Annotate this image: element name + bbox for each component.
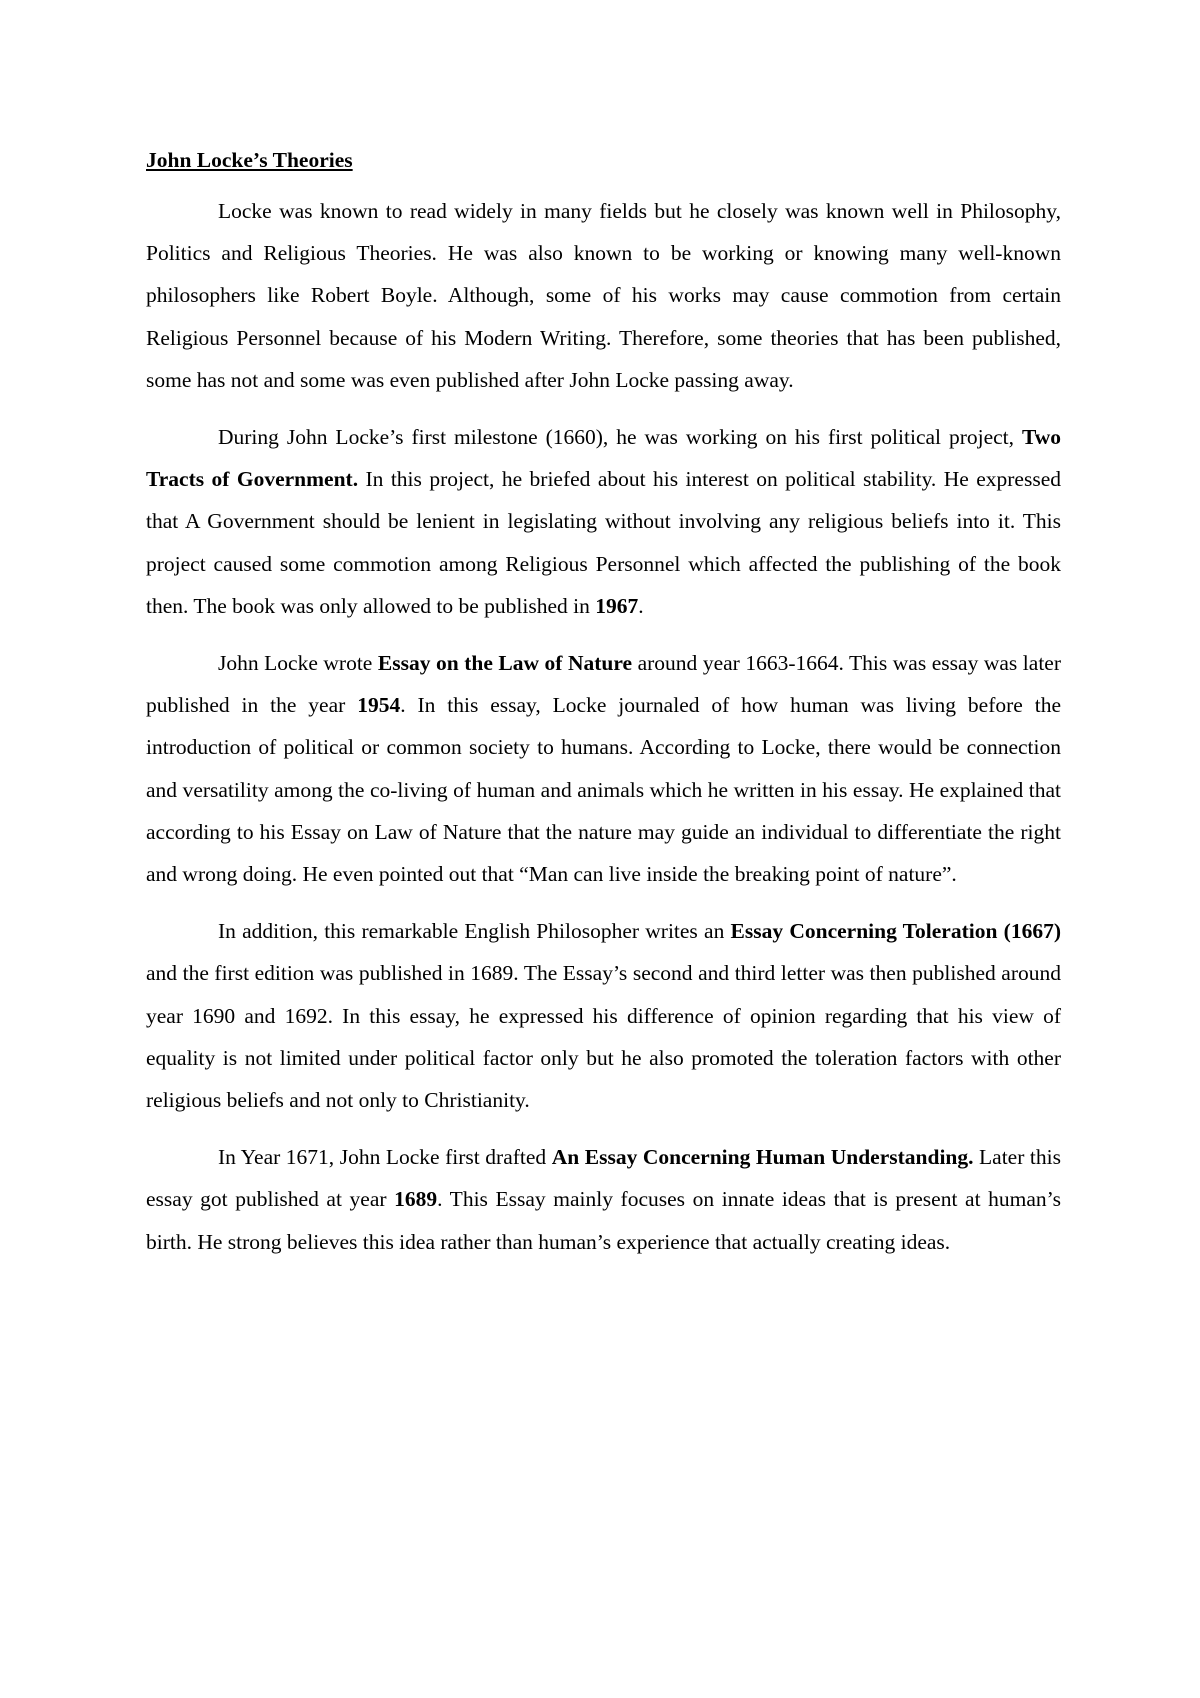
bold-text-run: 1954 (357, 693, 401, 718)
body-paragraph (146, 910, 1061, 1121)
bold-text-run: Essay Concerning Toleration (1667) (730, 919, 1061, 944)
body-paragraph (146, 416, 1061, 627)
body-paragraph (146, 642, 1061, 895)
text-run: . In this essay, Locke journaled of how human was living before the introduction of political or common society to humans. According to Locke, there would be connection and versatility among the co-living of human and animals which he written in his essay. He explained that according to his Essay on Law of Nature that the nature may guide an individual to differentiate the right and wrong doing. He even pointed out that “Man can live inside the breaking point of nature”. (146, 693, 1061, 887)
text-run: In addition, this remarkable English Philosopher writes an (218, 919, 731, 944)
bold-text-run: 1967 (595, 593, 639, 618)
text-run: During John Locke’s first milestone (1660), he was working on his first political project, (218, 425, 1022, 450)
text-run: . (638, 593, 644, 618)
bold-text-run: An Essay Concerning Human Understanding. (551, 1145, 974, 1170)
body-paragraph (146, 1136, 1061, 1263)
bold-text-run: Two Tracts of Government. (146, 425, 1061, 492)
body-paragraph (146, 190, 1061, 401)
text-run: John Locke wrote (218, 651, 378, 676)
bold-text-run: 1689 (394, 1187, 438, 1212)
text-run: Locke was known to read widely in many fields but he closely was known well in Philosophy, Politics and Religious Theories. He was also known to be working or knowing many well-known philosophers like Robert Boyle. Although, some of his works may cause commotion from certain Religious Personnel because of his Modern Writing. Therefore, some theories that has been published, some has not and some was even published after John Locke passing away. (146, 199, 1061, 392)
text-run: Later this essay got published at year (146, 1145, 1061, 1212)
paragraph-list (146, 190, 1061, 1263)
text-run: In this project, he briefed about his interest on political stability. He expressed that A Government should be lenient in legislating without involving any religious beliefs into it. This project caused some commotion among Religious Personnel which affected the publishing of the book then. The book was only allowed to be published in (146, 467, 1061, 618)
text-run: and the first edition was published in 1689. The Essay’s second and third letter was then published around year 1690 and 1692. In this essay, he expressed his difference of opinion regarding that his view of equality is not limited under political factor only but he also promoted the toleration factors with other religious beliefs and not only to Christianity. (146, 961, 1061, 1113)
document-title: John Locke’s Theories (146, 148, 353, 172)
document-body (146, 142, 1061, 1263)
text-run: In Year 1671, John Locke first drafted (218, 1145, 552, 1170)
text-run: . This Essay mainly focuses on innate ideas that is present at human’s birth. He strong believes this idea rather than human’s experience that actually creating ideas. (146, 1187, 1061, 1254)
bold-text-run: Essay on the Law of Nature (377, 651, 633, 676)
text-run: around year 1663-1664. This was essay was later published in the year (146, 651, 1061, 718)
